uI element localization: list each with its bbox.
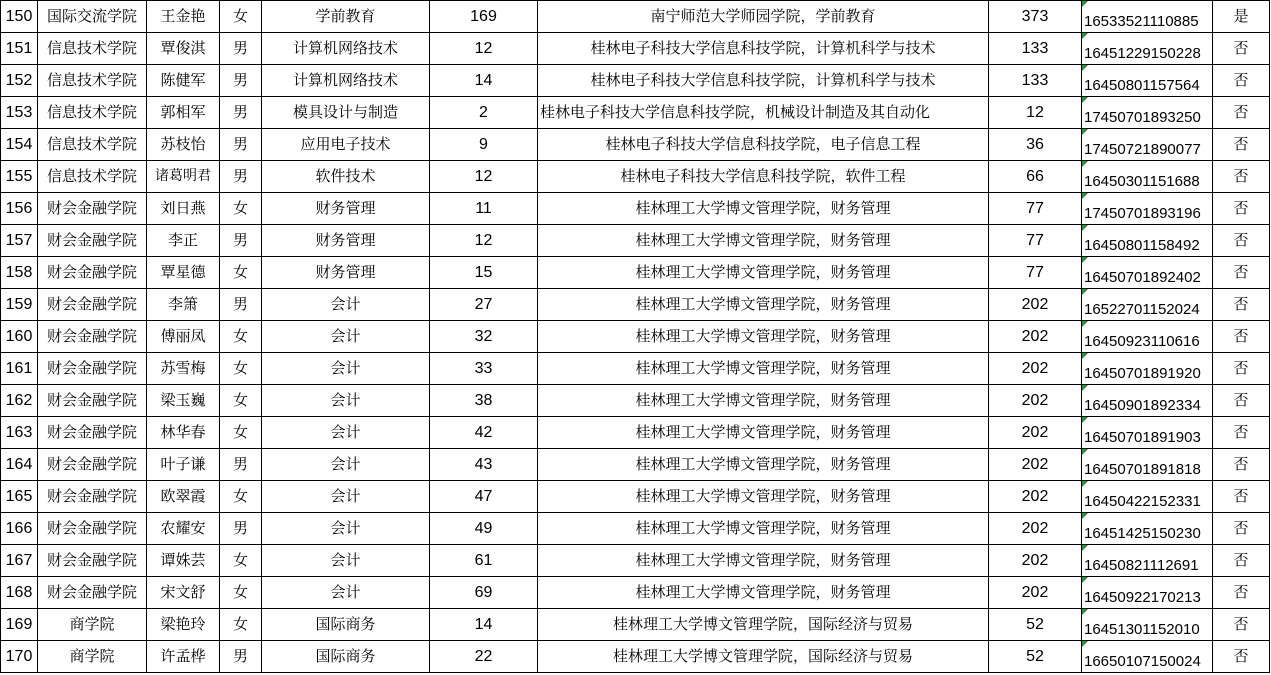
student-name-cell[interactable]: 李正 [147,225,220,257]
status-cell[interactable]: 否 [1213,289,1270,321]
exam-id-cell[interactable]: 16450801158492 [1082,225,1213,257]
plan-count-cell[interactable]: 133 [989,33,1082,65]
college-cell[interactable]: 商学院 [38,641,147,673]
college-cell[interactable]: 财会金融学院 [38,193,147,225]
major-cell[interactable]: 计算机网络技术 [262,65,430,97]
gender-cell[interactable]: 男 [220,129,262,161]
target-program-cell[interactable]: 桂林电子科技大学信息科技学院，软件工程 [538,161,989,193]
college-cell[interactable]: 信息技术学院 [38,33,147,65]
gender-cell[interactable]: 男 [220,97,262,129]
exam-id-cell[interactable]: 16450901892334 [1082,385,1213,417]
college-cell[interactable]: 财会金融学院 [38,289,147,321]
plan-count-cell[interactable]: 202 [989,385,1082,417]
student-name-cell[interactable]: 宋文舒 [147,577,220,609]
exam-id-cell[interactable]: 16451301152010 [1082,609,1213,641]
row-number-cell[interactable]: 169 [1,609,38,641]
target-program-cell[interactable]: 桂林理工大学博文管理学院，财务管理 [538,481,989,513]
plan-count-cell[interactable]: 202 [989,449,1082,481]
target-program-cell[interactable]: 桂林理工大学博文管理学院，财务管理 [538,577,989,609]
table-row [1,577,1270,609]
status-cell[interactable]: 否 [1213,609,1270,641]
rank-cell[interactable]: 11 [430,193,538,225]
college-cell[interactable]: 财会金融学院 [38,257,147,289]
gender-cell[interactable]: 女 [220,353,262,385]
plan-count-cell[interactable]: 77 [989,193,1082,225]
table-row [1,513,1270,545]
student-name-cell[interactable]: 诸葛明君 [147,161,220,193]
row-number-cell[interactable]: 165 [1,481,38,513]
rank-cell[interactable]: 32 [430,321,538,353]
gender-cell[interactable]: 男 [220,33,262,65]
status-cell[interactable]: 否 [1213,417,1270,449]
row-number-cell[interactable]: 168 [1,577,38,609]
college-cell[interactable]: 信息技术学院 [38,97,147,129]
table-row [1,481,1270,513]
exam-id-cell[interactable]: 17450701893196 [1082,193,1213,225]
table-row [1,65,1270,97]
plan-count-cell[interactable]: 66 [989,161,1082,193]
status-cell[interactable]: 否 [1213,641,1270,673]
target-program-cell[interactable]: 桂林理工大学博文管理学院，财务管理 [538,289,989,321]
college-cell[interactable]: 财会金融学院 [38,417,147,449]
target-program-cell[interactable]: 桂林理工大学博文管理学院，财务管理 [538,257,989,289]
table-row [1,353,1270,385]
rank-cell[interactable]: 42 [430,417,538,449]
status-cell[interactable]: 否 [1213,193,1270,225]
table-row [1,161,1270,193]
status-cell[interactable]: 否 [1213,225,1270,257]
major-cell[interactable]: 会计 [262,321,430,353]
exam-id-cell[interactable]: 17450701893250 [1082,97,1213,129]
table-row [1,257,1270,289]
row-number-cell[interactable]: 152 [1,65,38,97]
college-cell[interactable]: 商学院 [38,609,147,641]
major-cell[interactable]: 国际商务 [262,609,430,641]
status-cell[interactable]: 否 [1213,353,1270,385]
student-name-cell[interactable]: 覃俊淇 [147,33,220,65]
college-cell[interactable]: 信息技术学院 [38,161,147,193]
major-cell[interactable]: 会计 [262,289,430,321]
gender-cell[interactable]: 男 [220,449,262,481]
plan-count-cell[interactable]: 52 [989,609,1082,641]
row-number-cell[interactable]: 151 [1,33,38,65]
target-program-cell[interactable]: 桂林电子科技大学信息科技学院，机械设计制造及其自动化 [538,97,989,129]
plan-count-cell[interactable]: 202 [989,353,1082,385]
major-cell[interactable]: 会计 [262,513,430,545]
plan-count-cell[interactable]: 133 [989,65,1082,97]
plan-count-cell[interactable]: 12 [989,97,1082,129]
major-cell[interactable]: 会计 [262,545,430,577]
target-program-cell[interactable]: 桂林理工大学博文管理学院，财务管理 [538,417,989,449]
rank-cell[interactable]: 38 [430,385,538,417]
row-number-cell[interactable]: 159 [1,289,38,321]
plan-count-cell[interactable]: 202 [989,513,1082,545]
target-program-cell[interactable]: 桂林电子科技大学信息科技学院，电子信息工程 [538,129,989,161]
target-program-cell[interactable]: 桂林理工大学博文管理学院，国际经济与贸易 [538,641,989,673]
target-program-cell[interactable]: 桂林理工大学博文管理学院，财务管理 [538,193,989,225]
exam-id-cell[interactable]: 16450301151688 [1082,161,1213,193]
college-cell[interactable]: 财会金融学院 [38,545,147,577]
student-name-cell[interactable]: 覃星德 [147,257,220,289]
gender-cell[interactable]: 男 [220,161,262,193]
major-cell[interactable]: 学前教育 [262,1,430,33]
exam-id-cell[interactable]: 16533521110885 [1082,1,1213,33]
exam-id-cell[interactable]: 17450721890077 [1082,129,1213,161]
rank-cell[interactable]: 43 [430,449,538,481]
student-name-cell[interactable]: 刘日燕 [147,193,220,225]
student-name-cell[interactable]: 欧翠霞 [147,481,220,513]
status-cell[interactable]: 否 [1213,385,1270,417]
row-number-cell[interactable]: 154 [1,129,38,161]
gender-cell[interactable]: 女 [220,481,262,513]
plan-count-cell[interactable]: 77 [989,225,1082,257]
exam-id-cell[interactable]: 16451229150228 [1082,33,1213,65]
college-cell[interactable]: 财会金融学院 [38,225,147,257]
target-program-cell[interactable]: 桂林理工大学博文管理学院，财务管理 [538,353,989,385]
table-row [1,417,1270,449]
college-cell[interactable]: 信息技术学院 [38,65,147,97]
exam-id-cell[interactable]: 16450922170213 [1082,577,1213,609]
plan-count-cell[interactable]: 36 [989,129,1082,161]
row-number-cell[interactable]: 160 [1,321,38,353]
college-cell[interactable]: 财会金融学院 [38,481,147,513]
rank-cell[interactable]: 169 [430,1,538,33]
major-cell[interactable]: 模具设计与制造 [262,97,430,129]
status-cell[interactable]: 否 [1213,129,1270,161]
status-cell[interactable]: 否 [1213,65,1270,97]
status-cell[interactable]: 否 [1213,449,1270,481]
exam-id-cell[interactable]: 16450701891818 [1082,449,1213,481]
student-name-cell[interactable]: 傅丽凤 [147,321,220,353]
plan-count-cell[interactable]: 202 [989,417,1082,449]
rank-cell[interactable]: 33 [430,353,538,385]
status-cell[interactable]: 否 [1213,577,1270,609]
major-cell[interactable]: 会计 [262,353,430,385]
target-program-cell[interactable]: 桂林理工大学博文管理学院，财务管理 [538,321,989,353]
college-cell[interactable]: 财会金融学院 [38,385,147,417]
plan-count-cell[interactable]: 77 [989,257,1082,289]
table-row [1,33,1270,65]
table-row [1,449,1270,481]
student-name-cell[interactable]: 叶子谦 [147,449,220,481]
exam-id-cell[interactable]: 16450701892402 [1082,257,1213,289]
gender-cell[interactable]: 女 [220,609,262,641]
rank-cell[interactable]: 22 [430,641,538,673]
rank-cell[interactable]: 12 [430,33,538,65]
student-name-cell[interactable]: 王金艳 [147,1,220,33]
major-cell[interactable]: 应用电子技术 [262,129,430,161]
major-cell[interactable]: 国际商务 [262,641,430,673]
student-name-cell[interactable]: 李箫 [147,289,220,321]
major-cell[interactable]: 软件技术 [262,161,430,193]
table-row [1,609,1270,641]
college-cell[interactable]: 财会金融学院 [38,353,147,385]
status-cell[interactable]: 否 [1213,161,1270,193]
status-cell[interactable]: 否 [1213,257,1270,289]
table-row [1,193,1270,225]
exam-id-cell[interactable]: 16522701152024 [1082,289,1213,321]
plan-count-cell[interactable]: 202 [989,481,1082,513]
gender-cell[interactable]: 女 [220,545,262,577]
rank-cell[interactable]: 12 [430,225,538,257]
target-program-cell[interactable]: 桂林理工大学博文管理学院，财务管理 [538,385,989,417]
student-name-cell[interactable]: 许孟桦 [147,641,220,673]
exam-id-cell[interactable]: 16450821112691 [1082,545,1213,577]
student-name-cell[interactable]: 梁艳玲 [147,609,220,641]
target-program-cell[interactable]: 桂林理工大学博文管理学院，财务管理 [538,225,989,257]
major-cell[interactable]: 会计 [262,417,430,449]
major-cell[interactable]: 财务管理 [262,193,430,225]
gender-cell[interactable]: 女 [220,385,262,417]
rank-cell[interactable]: 12 [430,161,538,193]
target-program-cell[interactable]: 桂林电子科技大学信息科技学院，计算机科学与技术 [538,33,989,65]
gender-cell[interactable]: 女 [220,193,262,225]
gender-cell[interactable]: 男 [220,225,262,257]
student-name-cell[interactable]: 农耀安 [147,513,220,545]
plan-count-cell[interactable]: 202 [989,289,1082,321]
student-name-cell[interactable]: 郭相军 [147,97,220,129]
student-name-cell[interactable]: 林华春 [147,417,220,449]
exam-id-cell[interactable]: 16450801157564 [1082,65,1213,97]
table-row [1,289,1270,321]
exam-id-cell[interactable]: 16450923110616 [1082,321,1213,353]
status-cell[interactable]: 否 [1213,513,1270,545]
row-number-cell[interactable]: 167 [1,545,38,577]
row-number-cell[interactable]: 155 [1,161,38,193]
plan-count-cell[interactable]: 373 [989,1,1082,33]
gender-cell[interactable]: 女 [220,257,262,289]
row-number-cell[interactable]: 150 [1,1,38,33]
student-name-cell[interactable]: 苏雪梅 [147,353,220,385]
status-cell[interactable]: 否 [1213,33,1270,65]
exam-id-cell[interactable]: 16450422152331 [1082,481,1213,513]
row-number-cell[interactable]: 163 [1,417,38,449]
student-name-cell[interactable]: 梁玉巍 [147,385,220,417]
gender-cell[interactable]: 男 [220,289,262,321]
student-name-cell[interactable]: 谭姝芸 [147,545,220,577]
row-number-cell[interactable]: 158 [1,257,38,289]
status-cell[interactable]: 否 [1213,481,1270,513]
college-cell[interactable]: 财会金融学院 [38,449,147,481]
gender-cell[interactable]: 男 [220,513,262,545]
table-body [1,1,1270,673]
row-number-cell[interactable]: 157 [1,225,38,257]
target-program-cell[interactable]: 南宁师范大学师园学院，学前教育 [538,1,989,33]
gender-cell[interactable]: 女 [220,321,262,353]
rank-cell[interactable]: 49 [430,513,538,545]
gender-cell[interactable]: 女 [220,577,262,609]
table-row [1,129,1270,161]
rank-cell[interactable]: 2 [430,97,538,129]
student-name-cell[interactable]: 苏枝怡 [147,129,220,161]
table-row [1,225,1270,257]
table-row [1,321,1270,353]
table-row [1,385,1270,417]
gender-cell[interactable]: 女 [220,417,262,449]
rank-cell[interactable]: 61 [430,545,538,577]
target-program-cell[interactable]: 桂林理工大学博文管理学院，财务管理 [538,545,989,577]
gender-cell[interactable]: 女 [220,1,262,33]
plan-count-cell[interactable]: 202 [989,321,1082,353]
major-cell[interactable]: 会计 [262,481,430,513]
major-cell[interactable]: 会计 [262,449,430,481]
exam-id-cell[interactable]: 16450701891920 [1082,353,1213,385]
table-row [1,97,1270,129]
row-number-cell[interactable]: 166 [1,513,38,545]
major-cell[interactable]: 计算机网络技术 [262,33,430,65]
status-cell[interactable]: 是 [1213,1,1270,33]
college-cell[interactable]: 财会金融学院 [38,577,147,609]
row-number-cell[interactable]: 156 [1,193,38,225]
exam-id-cell[interactable]: 16450701891903 [1082,417,1213,449]
status-cell[interactable]: 否 [1213,321,1270,353]
rank-cell[interactable]: 27 [430,289,538,321]
exam-id-cell[interactable]: 16451425150230 [1082,513,1213,545]
target-program-cell[interactable]: 桂林理工大学博文管理学院，国际经济与贸易 [538,609,989,641]
rank-cell[interactable]: 69 [430,577,538,609]
plan-count-cell[interactable]: 202 [989,545,1082,577]
row-number-cell[interactable]: 162 [1,385,38,417]
row-number-cell[interactable]: 170 [1,641,38,673]
student-name-cell[interactable]: 陈健军 [147,65,220,97]
college-cell[interactable]: 国际交流学院 [38,1,147,33]
rank-cell[interactable]: 47 [430,481,538,513]
table-row [1,641,1270,673]
row-number-cell[interactable]: 164 [1,449,38,481]
table-row [1,545,1270,577]
status-cell[interactable]: 否 [1213,97,1270,129]
college-cell[interactable]: 财会金融学院 [38,321,147,353]
gender-cell[interactable]: 男 [220,641,262,673]
exam-id-cell[interactable]: 16650107150024 [1082,641,1213,673]
rank-cell[interactable]: 15 [430,257,538,289]
table-row [1,1,1270,33]
major-cell[interactable]: 财务管理 [262,257,430,289]
rank-cell[interactable]: 9 [430,129,538,161]
target-program-cell[interactable]: 桂林电子科技大学信息科技学院，计算机科学与技术 [538,65,989,97]
target-program-cell[interactable]: 桂林理工大学博文管理学院，财务管理 [538,513,989,545]
major-cell[interactable]: 会计 [262,577,430,609]
college-cell[interactable]: 财会金融学院 [38,513,147,545]
status-cell[interactable]: 否 [1213,545,1270,577]
row-number-cell[interactable]: 153 [1,97,38,129]
major-cell[interactable]: 会计 [262,385,430,417]
college-cell[interactable]: 信息技术学院 [38,129,147,161]
gender-cell[interactable]: 男 [220,65,262,97]
rank-cell[interactable]: 14 [430,65,538,97]
plan-count-cell[interactable]: 52 [989,641,1082,673]
row-number-cell[interactable]: 161 [1,353,38,385]
target-program-cell[interactable]: 桂林理工大学博文管理学院，财务管理 [538,449,989,481]
major-cell[interactable]: 财务管理 [262,225,430,257]
plan-count-cell[interactable]: 202 [989,577,1082,609]
rank-cell[interactable]: 14 [430,609,538,641]
